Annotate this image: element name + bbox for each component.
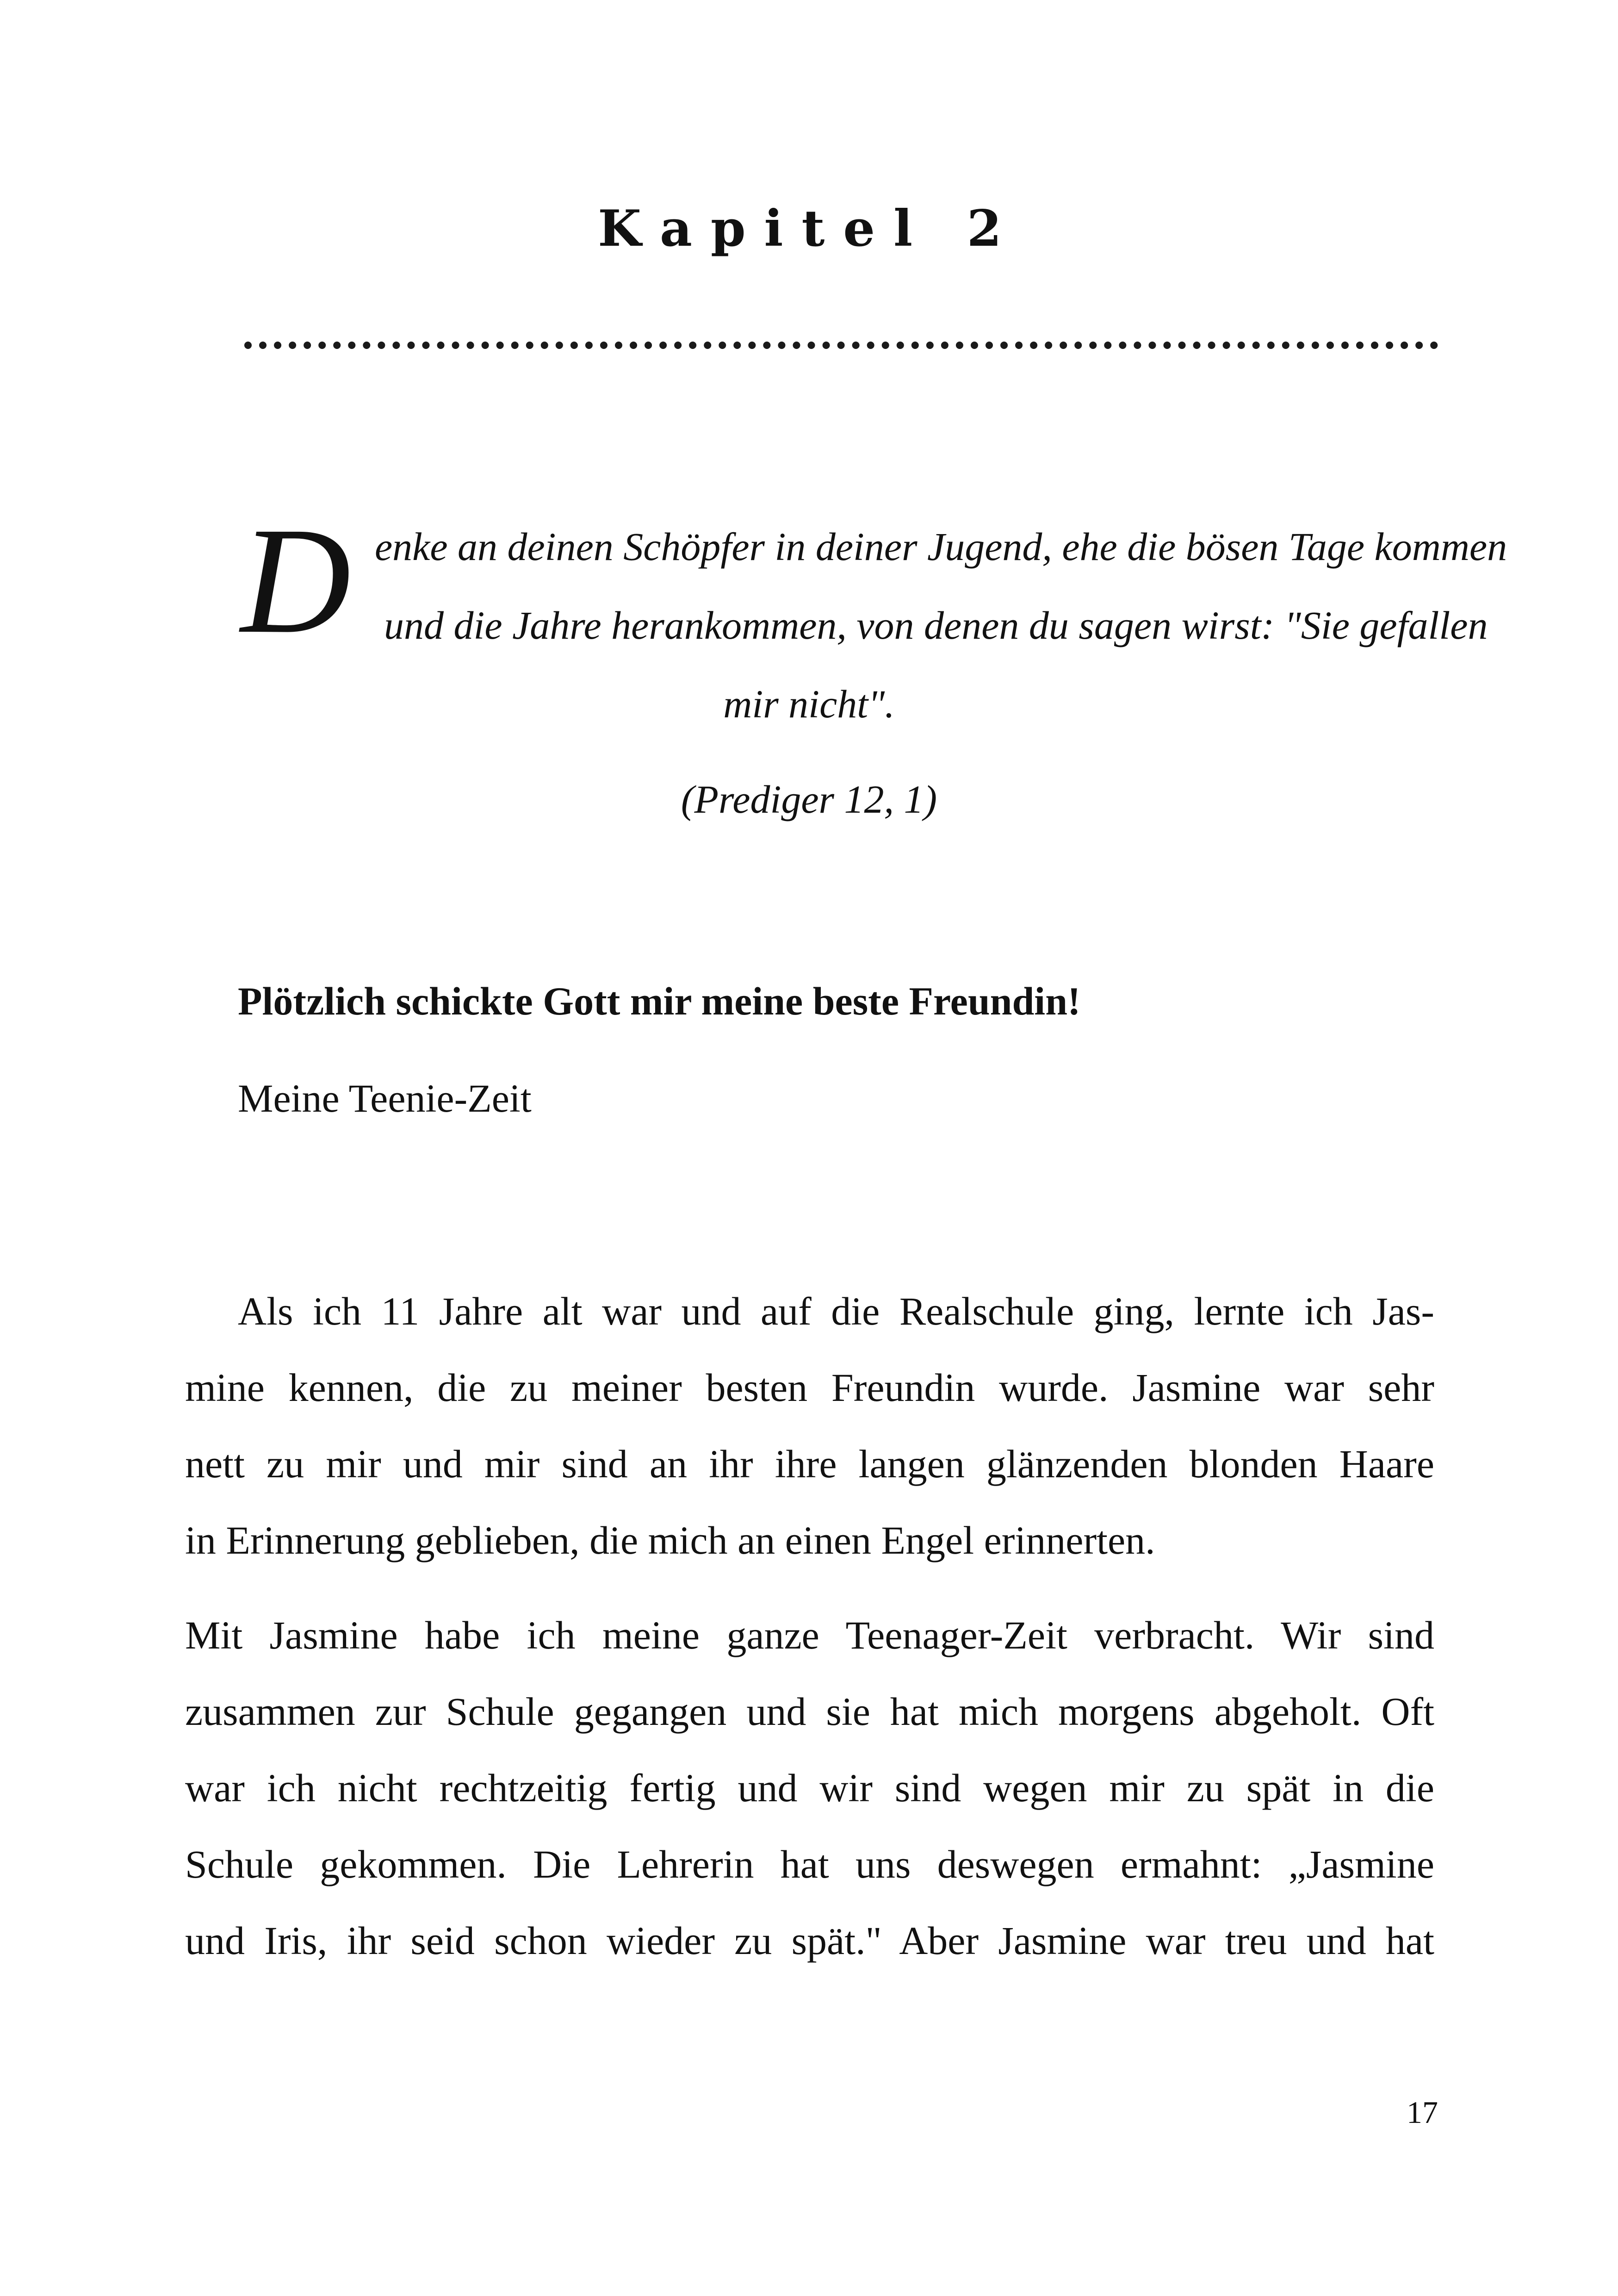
body-line: Mit Jasmine habe ich meine ganze Teenager-Zeit verbracht. Wir sind xyxy=(185,1613,1434,1657)
epigraph-line: mir nicht". xyxy=(723,682,895,726)
body-line: mine kennen, die zu meiner besten Freundin wurde. Jasmine war sehr xyxy=(185,1365,1434,1410)
body-line: nett zu mir und mir sind an ihr ihre langen glänzenden blonden Haare xyxy=(185,1442,1434,1486)
epigraph-line: enke an deinen Schöpfer in deiner Jugend, ehe die bösen Tage kommen xyxy=(375,524,1507,569)
body-line: und Iris, ihr seid schon wieder zu spät." Aber Jasmine war treu und hat xyxy=(185,1918,1434,1963)
body-line: Als ich 11 Jahre alt war und auf die Realschule ging, lernte ich Jas- xyxy=(238,1289,1434,1333)
page-number: 17 xyxy=(1407,2095,1438,2130)
body-line: zusammen zur Schule gegangen und sie hat mich morgens abgeholt. Oft xyxy=(185,1689,1434,1734)
epigraph-line: und die Jahre herankommen, von denen du sagen wirst: "Sie gefallen xyxy=(384,603,1488,647)
body-line: Schule gekommen. Die Lehrerin hat uns deswegen ermahnt: „Jasmine xyxy=(185,1842,1434,1886)
section-heading: Plötzlich schickte Gott mir meine beste Freundin! xyxy=(238,979,1081,1023)
body-line: in Erinnerung geblieben, die mich an einen Engel erinnerten. xyxy=(185,1518,1155,1562)
body-line: war ich nicht rechtzeitig fertig und wir sind wegen mir zu spät in die xyxy=(185,1766,1434,1810)
chapter-title: Kapitel 2 xyxy=(598,199,1020,258)
dotted-divider xyxy=(244,342,1438,349)
epigraph-dropcap: D xyxy=(241,496,351,665)
section-subheading: Meine Teenie-Zeit xyxy=(238,1076,532,1120)
epigraph-reference: (Prediger 12, 1) xyxy=(681,777,937,821)
